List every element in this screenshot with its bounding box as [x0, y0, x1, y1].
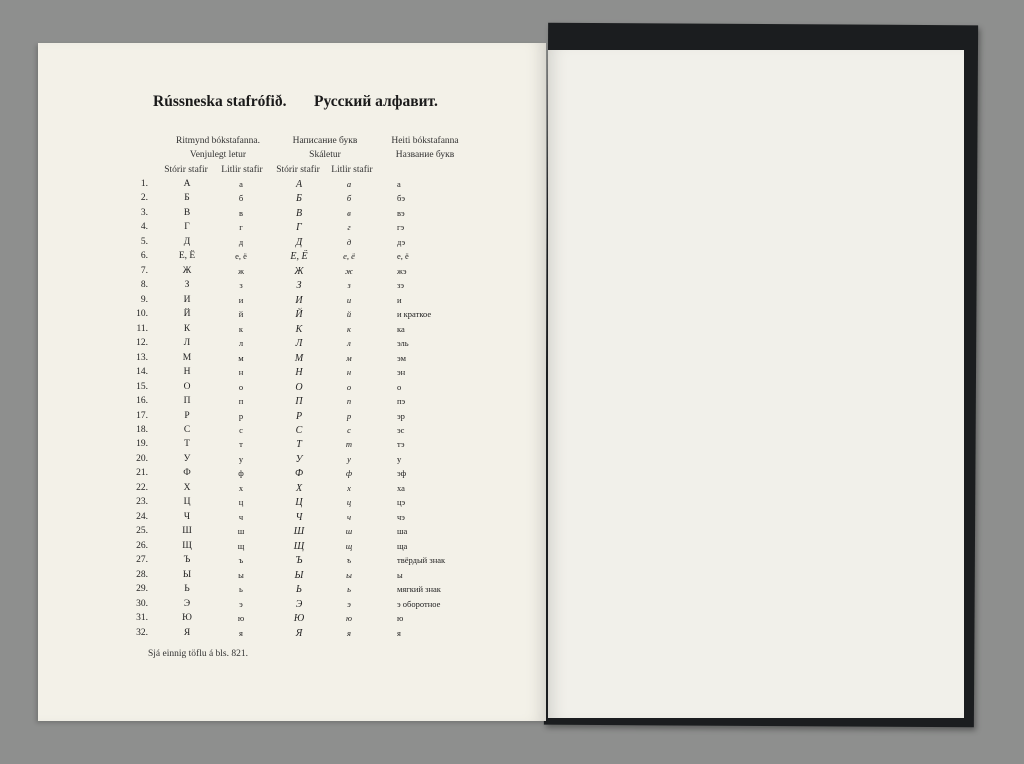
lower-print-letter: б [238, 193, 244, 204]
header-upper-print: Stórir stafir [164, 165, 208, 175]
header-lower-print: Litlir stafir [221, 165, 263, 175]
row-number: 29. [136, 584, 148, 595]
table-row [0, 483, 546, 497]
lower-print-letter: ф [238, 468, 244, 479]
table-row [0, 266, 546, 280]
upper-print-letter: Щ [182, 540, 192, 551]
table-row [0, 179, 546, 193]
lower-script-letter: ъ [346, 555, 352, 566]
upper-print-letter: С [183, 424, 191, 435]
table-row [0, 338, 546, 352]
upper-script-letter: Ы [294, 569, 304, 581]
lower-script-letter: щ [345, 540, 353, 551]
lower-print-letter: з [239, 280, 243, 291]
lower-print-letter: щ [237, 540, 245, 551]
upper-script-letter: Г [296, 222, 302, 234]
lower-print-letter: ш [237, 526, 245, 537]
row-number: 15. [136, 381, 148, 392]
table-row [0, 295, 546, 309]
blank-right-page [548, 50, 964, 718]
table-row [0, 382, 546, 396]
upper-script-letter: Ч [295, 511, 303, 523]
letter-name: ша [397, 526, 408, 537]
lower-script-letter: ц [346, 497, 352, 508]
row-number: 7. [140, 265, 148, 276]
upper-script-letter: О [295, 381, 303, 393]
lower-print-letter: с [239, 424, 243, 435]
lower-print-letter: н [238, 367, 244, 378]
row-number: 13. [136, 352, 148, 363]
upper-script-letter: М [294, 352, 304, 364]
row-number: 28. [136, 569, 148, 580]
upper-print-letter: У [183, 453, 191, 464]
lower-script-letter: у [347, 453, 351, 464]
lower-script-letter: о [346, 381, 352, 392]
lower-print-letter: к [238, 323, 244, 334]
row-number: 19. [136, 439, 148, 450]
upper-print-letter: Х [183, 482, 191, 493]
letter-name: гэ [397, 222, 405, 233]
letter-name: о [397, 381, 402, 392]
upper-print-letter: Н [183, 367, 191, 378]
letter-name: зэ [397, 280, 405, 291]
row-number: 21. [136, 468, 148, 479]
upper-script-letter: Й [295, 309, 303, 321]
row-number: 27. [136, 555, 148, 566]
letter-name: эль [397, 338, 409, 349]
table-row [0, 570, 546, 584]
table-row [0, 222, 546, 236]
letter-name: и [397, 294, 402, 305]
upper-print-letter: А [183, 179, 191, 189]
upper-print-letter: И [183, 294, 191, 305]
upper-print-letter: М [182, 352, 192, 363]
page-title-icelandic: Rússneska stafrófið. [153, 93, 287, 110]
row-number: 25. [136, 526, 148, 537]
upper-print-letter: Г [184, 222, 190, 233]
header-print-line1: Ritmynd bókstafanna. [176, 136, 260, 146]
lower-script-letter: т [345, 439, 353, 450]
lower-print-letter: у [238, 453, 244, 464]
upper-print-letter: Ш [182, 526, 192, 537]
header-names-line2: Название букв [395, 150, 455, 160]
row-number: 26. [136, 540, 148, 551]
upper-print-letter: Л [183, 338, 191, 349]
table-row [0, 526, 546, 540]
lower-script-letter: ж [345, 265, 353, 276]
table-row [0, 280, 546, 294]
letter-name: твёрдый знак [397, 555, 446, 566]
lower-script-letter: й [346, 309, 352, 320]
upper-script-letter: Р [295, 410, 303, 422]
header-script-line2: Skáletur [309, 150, 341, 160]
row-number: 22. [136, 482, 148, 493]
upper-print-letter: Ч [183, 511, 191, 522]
lower-print-letter: л [238, 338, 244, 349]
lower-print-letter: д [238, 236, 244, 247]
lower-print-letter: ж [238, 265, 244, 276]
table-row [0, 425, 546, 439]
lower-print-letter: в [238, 207, 243, 218]
row-number: 4. [140, 222, 148, 233]
lower-print-letter: ю [237, 613, 245, 624]
upper-print-letter: Р [184, 410, 190, 421]
row-number: 32. [136, 627, 148, 638]
lower-print-letter: г [239, 222, 243, 233]
upper-script-letter: Д [295, 236, 303, 248]
upper-print-letter: О [183, 381, 191, 392]
letter-name: у [397, 453, 402, 464]
row-number: 17. [136, 410, 148, 421]
table-row [0, 468, 546, 482]
table-row [0, 324, 546, 338]
lower-print-letter: е, ё [235, 251, 247, 262]
upper-print-letter: Й [183, 309, 191, 320]
letter-name: вэ [397, 207, 405, 218]
header-lower-script: Litlir stafir [331, 165, 373, 175]
upper-print-letter: Я [183, 627, 191, 638]
letter-name: эм [397, 352, 406, 363]
lower-script-letter: ь [347, 584, 351, 595]
table-row [0, 309, 546, 323]
upper-print-letter: Е, Ё [178, 251, 196, 262]
row-number: 24. [136, 511, 148, 522]
upper-script-letter: Б [296, 193, 302, 205]
table-row [0, 555, 546, 569]
lower-print-letter: р [238, 410, 244, 421]
lower-print-letter: т [239, 439, 243, 450]
upper-script-letter: П [295, 396, 303, 408]
lower-script-letter: с [347, 424, 351, 435]
letter-name: ы [397, 569, 403, 580]
row-number: 10. [136, 309, 148, 320]
footnote: Sjá einnig töflu á bls. 821. [148, 649, 249, 659]
upper-script-letter: З [296, 280, 302, 292]
letter-name: я [397, 627, 401, 638]
lower-script-letter: ч [346, 511, 352, 522]
lower-script-letter: ю [346, 613, 352, 624]
upper-script-letter: У [295, 453, 303, 465]
upper-print-letter: Ф [183, 468, 191, 479]
row-number: 18. [136, 424, 148, 435]
upper-script-letter: Ж [294, 265, 304, 277]
letter-name: цэ [397, 497, 406, 508]
row-number: 11. [136, 323, 148, 334]
upper-script-letter: И [295, 294, 303, 306]
lower-print-letter: й [238, 309, 244, 320]
row-number: 8. [140, 280, 148, 291]
row-number: 9. [140, 294, 148, 305]
lower-print-letter: ь [239, 584, 243, 595]
table-row [0, 439, 546, 453]
upper-script-letter: А [295, 179, 303, 190]
lower-print-letter: м [238, 352, 244, 363]
lower-print-letter: ч [238, 511, 244, 522]
table-row [0, 497, 546, 511]
lower-print-letter: э [239, 598, 243, 609]
upper-print-letter: В [183, 207, 191, 218]
table-row [0, 512, 546, 526]
upper-script-letter: В [295, 207, 303, 219]
upper-script-letter: Я [295, 627, 303, 639]
letter-name: ю [397, 613, 404, 624]
upper-script-letter: Н [295, 367, 303, 379]
table-row [0, 208, 546, 222]
upper-print-letter: Э [183, 598, 191, 609]
header-names-line1: Heiti bókstafanna [391, 136, 459, 146]
letter-name: и краткое [397, 309, 432, 320]
upper-print-letter: Ж [182, 265, 192, 276]
row-number: 16. [136, 396, 148, 407]
table-row [0, 193, 546, 207]
table-row [0, 396, 546, 410]
upper-print-letter: З [184, 280, 190, 291]
letter-name: мягкий знак [397, 584, 441, 595]
upper-print-letter: Ю [182, 613, 192, 624]
upper-script-letter: Ъ [295, 555, 303, 567]
letter-name: дэ [397, 236, 406, 247]
lower-script-letter: п [346, 396, 352, 407]
table-row [0, 411, 546, 425]
upper-script-letter: Ф [294, 468, 304, 480]
lower-script-letter: з [347, 280, 351, 291]
upper-script-letter: Ш [293, 526, 305, 538]
lower-script-letter: х [347, 482, 351, 493]
letter-name: ха [397, 482, 405, 493]
row-number: 14. [136, 367, 148, 378]
table-row [0, 613, 546, 627]
table-row [0, 237, 546, 251]
upper-script-letter: Т [296, 439, 302, 451]
row-number: 6. [140, 251, 148, 262]
letter-name: пэ [397, 396, 406, 407]
table-row [0, 367, 546, 381]
letter-name: бэ [397, 193, 405, 204]
upper-script-letter: Э [295, 598, 303, 610]
upper-script-letter: Ю [293, 613, 305, 625]
upper-script-letter: Ц [295, 497, 303, 509]
lower-script-letter: г [347, 222, 351, 233]
lower-script-letter: я [347, 627, 351, 638]
lower-print-letter: х [238, 482, 244, 493]
lower-script-letter: м [346, 352, 352, 363]
lower-print-letter: ы [238, 569, 244, 580]
lower-script-letter: ш [345, 526, 353, 537]
lower-print-letter: о [238, 381, 244, 392]
upper-print-letter: К [183, 323, 191, 334]
letter-name: чэ [397, 511, 405, 522]
upper-print-letter: Ц [183, 497, 191, 508]
upper-script-letter: Щ [293, 540, 305, 552]
upper-print-letter: Ы [182, 569, 192, 580]
letter-name: е, ё [397, 251, 409, 262]
table-row [0, 251, 546, 265]
upper-print-letter: П [183, 396, 191, 407]
row-number: 31. [136, 613, 148, 624]
upper-print-letter: Ь [184, 584, 190, 595]
letter-name: эр [397, 410, 405, 421]
header-script-line1: Написание букв [292, 136, 358, 146]
row-number: 3. [140, 207, 148, 218]
upper-script-letter: К [295, 323, 303, 335]
lower-print-letter: и [238, 294, 244, 305]
row-number: 5. [140, 236, 148, 247]
row-number: 20. [136, 453, 148, 464]
lower-print-letter: а [239, 179, 243, 189]
upper-script-letter: С [295, 424, 303, 436]
upper-script-letter: Л [295, 338, 303, 350]
lower-print-letter: я [239, 627, 243, 638]
letter-name: э оборотное [397, 598, 441, 609]
lower-print-letter: п [238, 396, 244, 407]
row-number: 1. [140, 179, 148, 189]
letter-name: эн [397, 367, 406, 378]
upper-print-letter: Т [184, 439, 190, 450]
lower-script-letter: е, ё [343, 251, 355, 262]
row-number: 12. [136, 338, 148, 349]
table-row [0, 599, 546, 613]
table-row [0, 353, 546, 367]
letter-name: эс [397, 424, 405, 435]
lower-script-letter: л [347, 338, 351, 349]
table-row [0, 584, 546, 598]
upper-script-letter: Ь [296, 584, 302, 596]
lower-script-letter: э [347, 598, 351, 609]
upper-script-letter: Х [295, 482, 303, 494]
lower-script-letter: к [347, 323, 351, 334]
lower-print-letter: ц [238, 497, 244, 508]
upper-print-letter: Д [183, 236, 191, 247]
letter-name: ща [397, 540, 408, 551]
lower-script-letter: б [346, 193, 352, 204]
letter-name: жэ [397, 265, 407, 276]
lower-script-letter: в [347, 207, 351, 218]
upper-script-letter: Е, Ё [290, 251, 308, 263]
table-row [0, 541, 546, 555]
table-row [0, 628, 546, 642]
header-print-line2: Venjulegt letur [189, 150, 247, 160]
lower-script-letter: а [346, 179, 352, 189]
lower-print-letter: ъ [238, 555, 244, 566]
upper-print-letter: Ъ [183, 555, 191, 566]
letter-name: тэ [397, 439, 405, 450]
lower-script-letter: ф [345, 468, 353, 479]
table-row [0, 454, 546, 468]
lower-script-letter: ы [346, 569, 352, 580]
header-upper-script: Stórir stafir [276, 165, 320, 175]
letter-name: ка [397, 323, 405, 334]
row-number: 30. [136, 598, 148, 609]
lower-script-letter: и [346, 294, 352, 305]
row-number: 2. [140, 193, 148, 204]
lower-script-letter: д [346, 236, 352, 247]
letter-name: а [397, 179, 401, 189]
row-number: 23. [136, 497, 148, 508]
page-title-russian: Русский алфавит. [314, 93, 438, 110]
letter-name: эф [397, 468, 407, 479]
lower-script-letter: н [346, 367, 352, 378]
upper-print-letter: Б [184, 193, 190, 204]
lower-script-letter: р [346, 410, 352, 421]
